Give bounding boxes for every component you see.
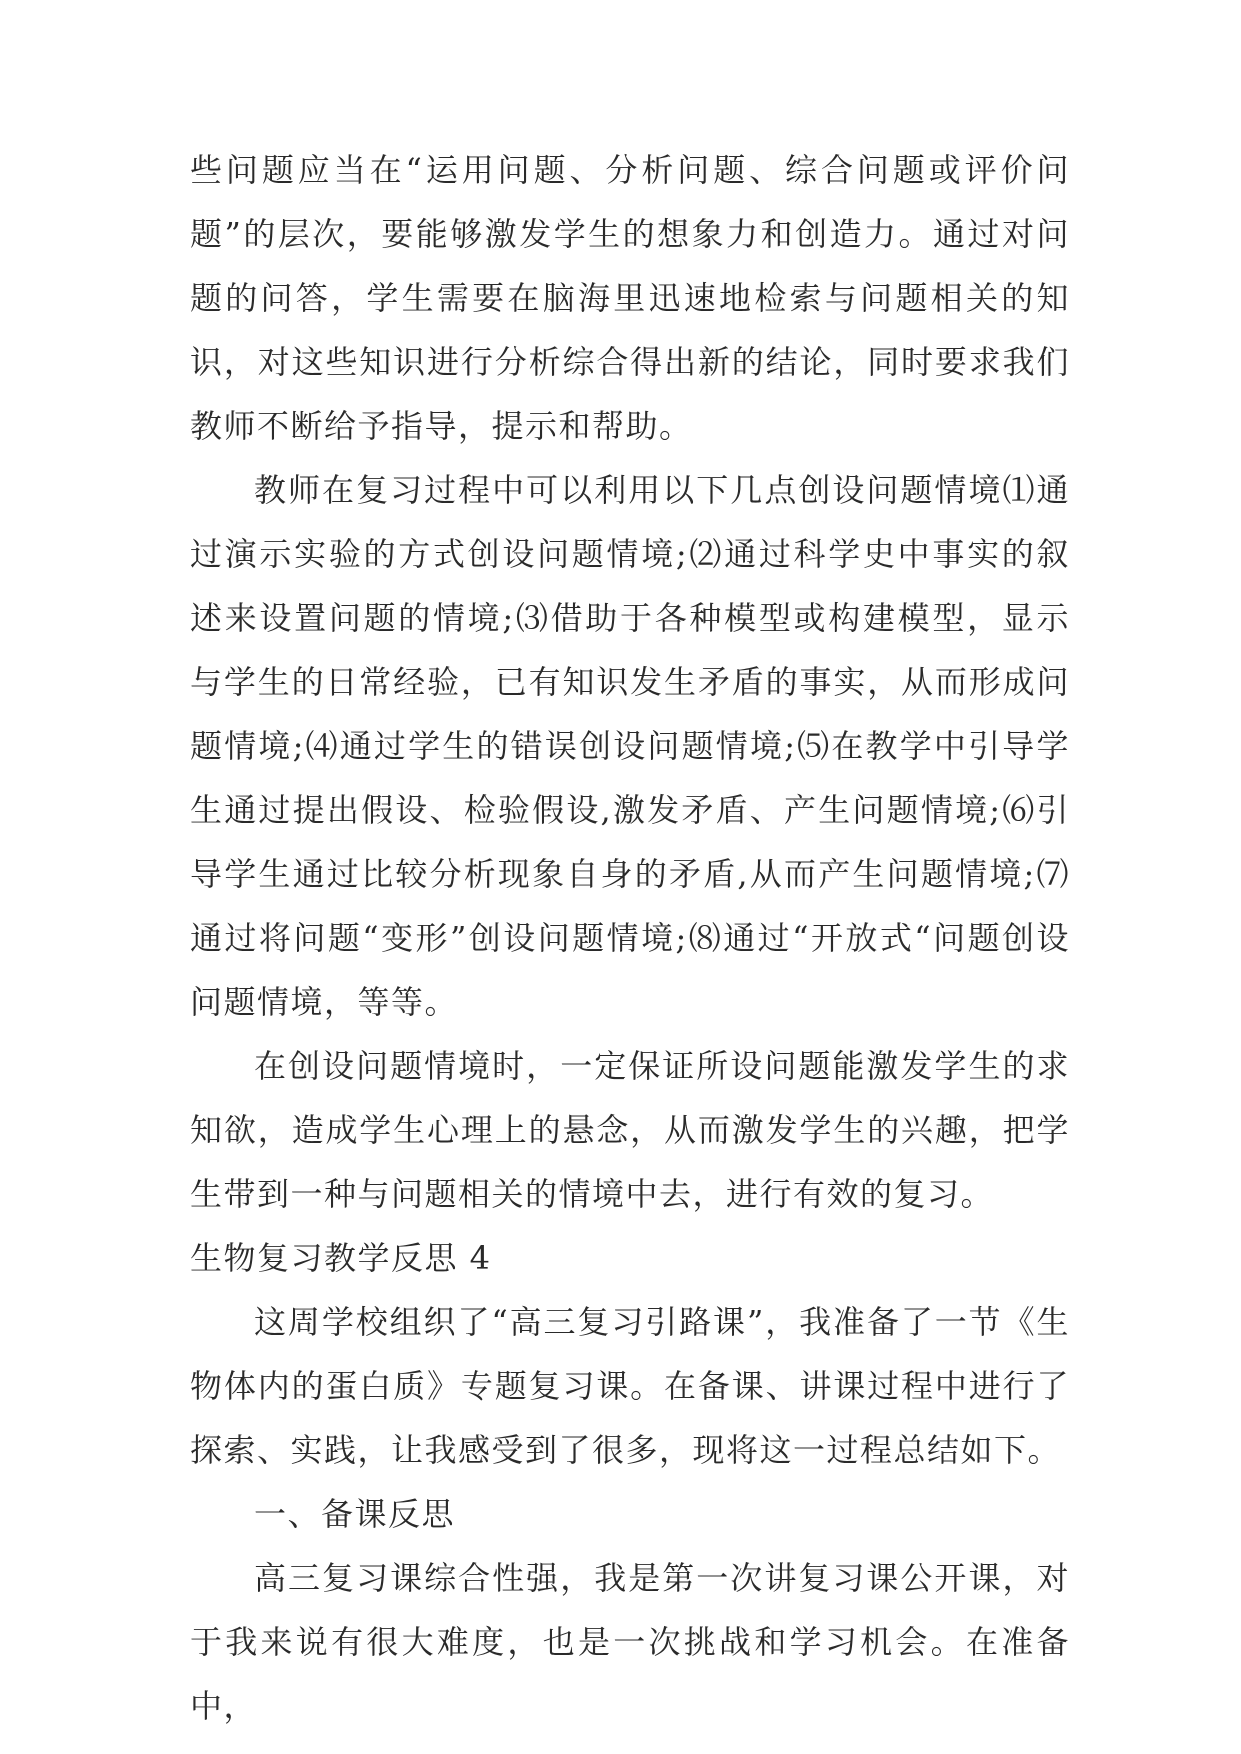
paragraph-problem-situations: 教师在复习过程中可以利用以下几点创设问题情境⑴通过演示实验的方式创设问题情境;⑵通过科学史中事实的叙述来设置问题的情境;⑶借助于各种模型或构建模型，显示与学生的日常经验，已有知识发生矛盾的事实，从而形成问题情境;⑷通过学生的错误创设问题情境;⑸在教学中引导学生通过提出假设、检验假设,激发矛盾、产生问题情境;⑹引导学生通过比较分析现象自身的矛盾,从而产生问题情境;⑺通过将问题“变形”创设问题情境;⑻通过“开放式“问题创设问题情境，等等。	[190, 471, 1070, 1021]
paragraph-creating-situations: 在创设问题情境时，一定保证所设问题能激发学生的求知欲，造成学生心理上的悬念，从而激发学生的兴趣，把学生带到一种与问题相关的情境中去，进行有效的复习。	[190, 1047, 1070, 1213]
section-title: 生物复习教学反思 4	[190, 1239, 492, 1277]
paragraph-review-course: 这周学校组织了“高三复习引路课”，我准备了一节《生物体内的蛋白质》专题复习课。在备课、讲课过程中进行了探索、实践，让我感受到了很多，现将这一过程总结如下。	[190, 1303, 1070, 1469]
paragraph-continuation: 些问题应当在“运用问题、分析问题、综合问题或评价问题”的层次，要能够激发学生的想象力和创造力。通过对问题的问答，学生需要在脑海里迅速地检索与问题相关的知识，对这些知识进行分析综合得出新的结论，同时要求我们教师不断给予指导，提示和帮助。	[190, 151, 1070, 445]
subheading-lesson-prep: 一、备课反思	[254, 1495, 456, 1533]
paragraph-lesson-prep: 高三复习课综合性强，我是第一次讲复习课公开课，对于我来说有很大难度，也是一次挑战和学习机会。在准备中，	[190, 1559, 1070, 1725]
document-page	[190, 138, 1070, 1738]
